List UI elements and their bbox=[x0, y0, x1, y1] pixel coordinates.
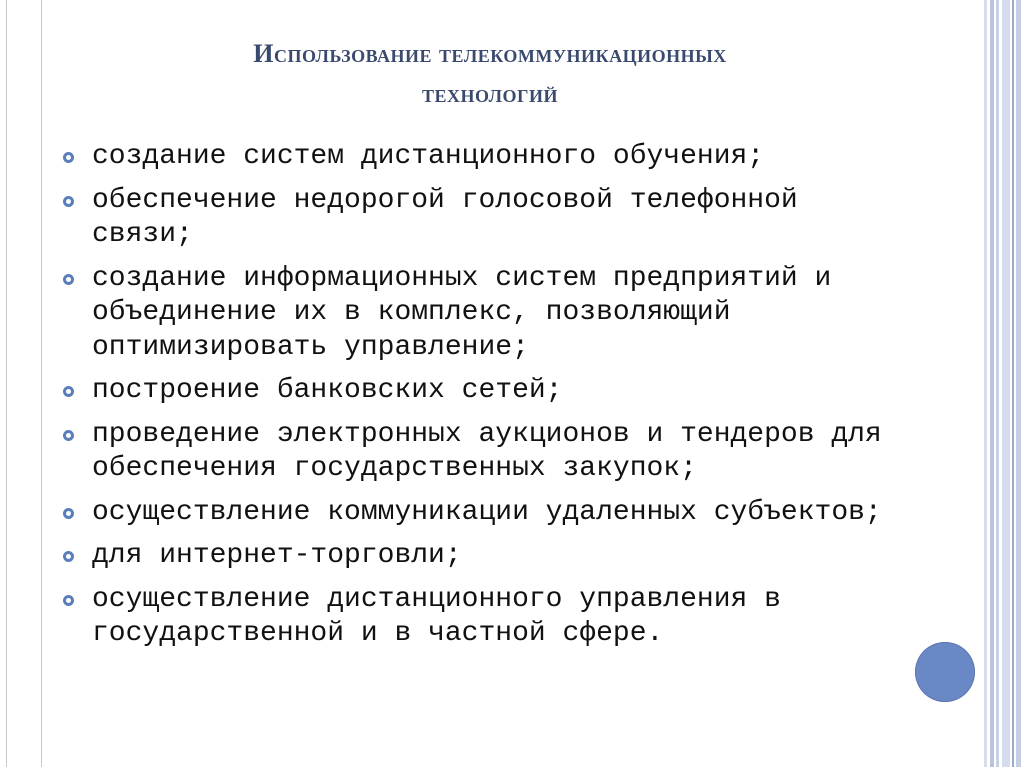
list-item-text: для интернет-торговли; bbox=[92, 540, 462, 571]
hollow-circle-bullet-icon bbox=[63, 152, 74, 163]
title-line-2: технологий bbox=[422, 79, 558, 108]
hollow-circle-bullet-icon bbox=[63, 595, 74, 606]
blue-circle-decoration bbox=[915, 642, 975, 702]
decor-bar bbox=[996, 0, 999, 767]
list-item-text: создание информационных систем предприятий и объединение их в комплекс, позволяющий оптимизировать управление; bbox=[92, 262, 832, 363]
list-item bbox=[62, 184, 912, 253]
slide-title bbox=[40, 34, 940, 114]
hollow-circle-bullet-icon bbox=[63, 508, 74, 519]
list-item-text: осуществление дистанционного управления в государственной и в частной сфере. bbox=[92, 583, 781, 649]
decor-bar bbox=[1012, 0, 1014, 767]
list-item bbox=[62, 496, 912, 531]
list-item-text: создание систем дистанционного обучения; bbox=[92, 141, 765, 172]
hollow-circle-bullet-icon bbox=[63, 430, 74, 441]
hollow-circle-bullet-icon bbox=[63, 386, 74, 397]
bullet-list bbox=[62, 140, 912, 661]
decor-bar bbox=[990, 0, 994, 767]
list-item bbox=[62, 262, 912, 366]
list-item bbox=[62, 140, 912, 175]
list-item-text: осуществление коммуникации удаленных субъектов; bbox=[92, 496, 882, 528]
decor-bar bbox=[1002, 0, 1010, 767]
right-decorative-bars bbox=[982, 0, 1024, 767]
list-item bbox=[62, 374, 912, 409]
decor-bar bbox=[984, 0, 987, 767]
list-item bbox=[62, 539, 912, 574]
list-item-text: проведение электронных аукционов и тендеров для обеспечения государственных закупок; bbox=[92, 418, 882, 484]
hollow-circle-bullet-icon bbox=[63, 196, 74, 207]
list-item-text: построение банковских сетей; bbox=[92, 375, 563, 406]
hollow-circle-bullet-icon bbox=[63, 274, 74, 285]
list-item bbox=[62, 418, 912, 487]
title-line-1: Использование телекоммуникационных bbox=[253, 39, 727, 68]
list-item bbox=[62, 583, 912, 652]
list-item-text: обеспечение недорогой голосовой телефонной связи; bbox=[92, 184, 798, 250]
left-frame-border bbox=[6, 0, 42, 767]
decor-bar bbox=[1016, 0, 1021, 767]
hollow-circle-bullet-icon bbox=[63, 551, 74, 562]
